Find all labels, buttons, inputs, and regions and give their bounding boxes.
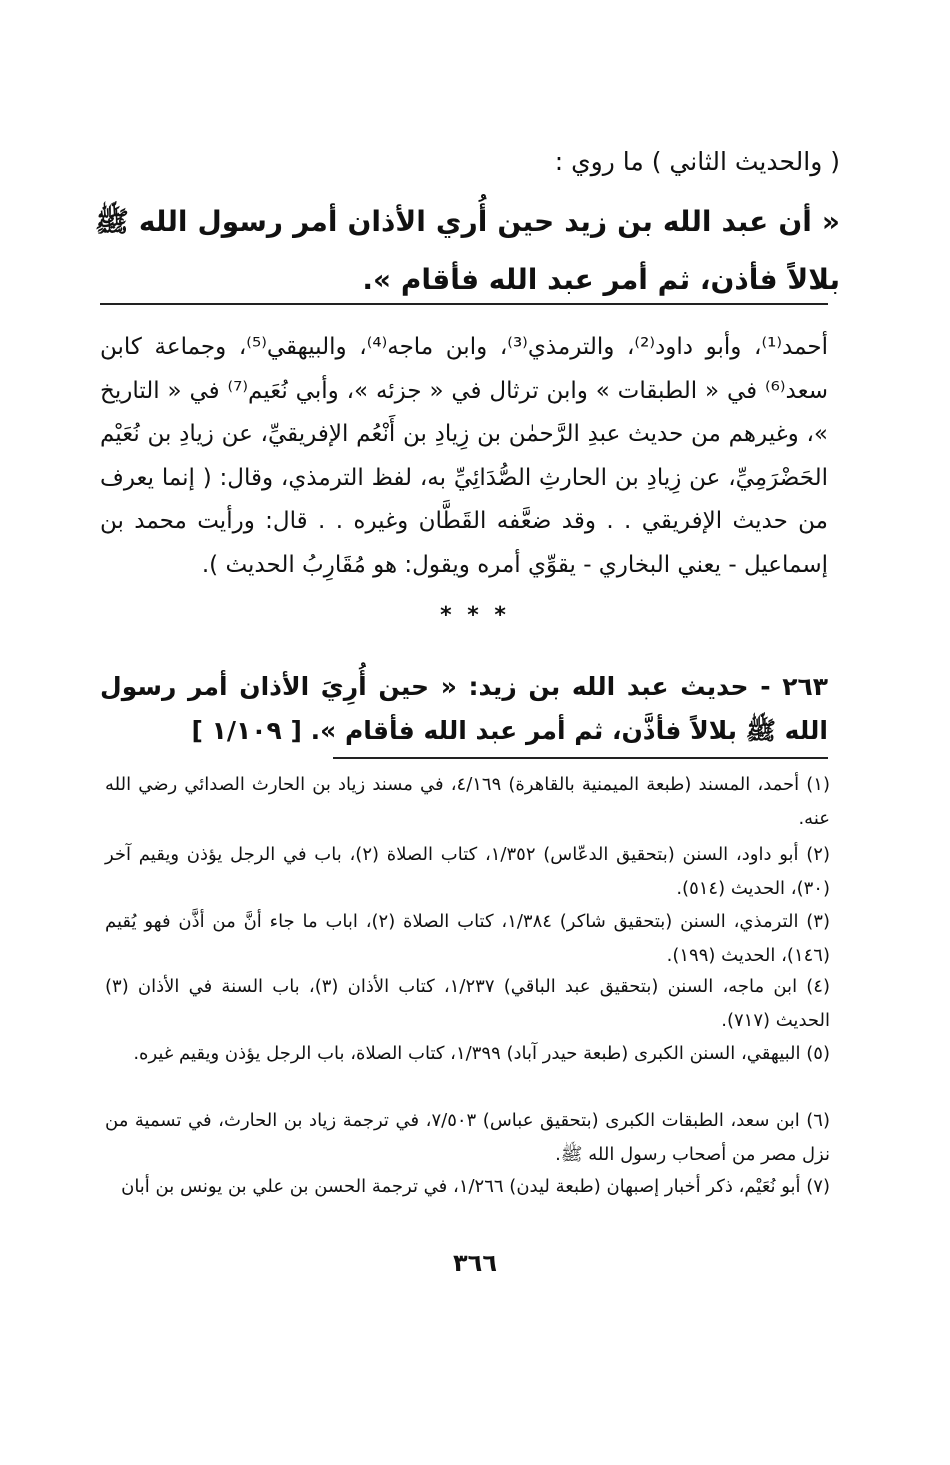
footnote-7 <box>105 1170 830 1204</box>
footnote-2 <box>105 838 830 906</box>
footnote-4 <box>105 970 830 1038</box>
footnote-1 <box>105 768 830 836</box>
hadith-entry-263: ٢٦٣ - حديث عبد الله بن زيد: « حين أُرِيَ الأذان أمر رسول الله ﷺ بلالاً فأذَّن، ثم أمر عبد الله فأقام ». [ ١/١٠٩ ] <box>100 672 828 745</box>
footnote-divider <box>333 757 828 759</box>
takhrij-paragraph: أحمد⁽¹⁾، وأبو داود⁽²⁾، والترمذي⁽³⁾، وابن ماجه⁽⁴⁾، والبيهقي⁽⁵⁾، وجماعة كابن سعد⁽⁶⁾ في « الطبقات » وابن ترثال في « جزئه »، وأبي نُعَيم⁽⁷⁾ في « التاريخ »، وغيرهم من حديث عبدِ الرَّحمٰن بن زِيادِ بن أَنْعُم الإفريقيِّ، عن زيادِ بن نُعَيْم الحَضْرَمِيِّ، عن زِيادِ بن الحارثِ الصُّدَائِيِّ به، لفظ الترمذي، وقال: ( إنما يعرف من حديث الإفريقي . . وقد ضعَّفه القَطَّان وغيره . . قال: ورأيت محمد بن إسماعيل - يعني البخاري - يقوِّي أمره ويقول: هو مُقَارِبُ الحديث ). <box>100 334 829 578</box>
section-divider <box>100 303 828 305</box>
footnote-text: (٦) ابن سعد، الطبقات الكبرى (بتحقيق عباس) ٧/٥٠٣، في ترجمة زياد بن الحارث، في تسمية من نزل مصر من أصحاب رسول الله ﷺ. <box>105 1110 830 1165</box>
page-number: ٣٦٦ <box>453 1249 497 1277</box>
footnote-text: (٣) الترمذي، السنن (بتحقيق شاكر) ١/٣٨٤، كتاب الصلاة (٢)، اباب ما جاء أنَّ من أذَّن فهو يُقيم (١٤٦)، الحديث (١٩٩). <box>105 911 830 966</box>
footnote-text: (٢) أبو داود، السنن (بتحقيق الدعّاس) ١/٣٥٢، كتاب الصلاة (٢)، باب في الرجل يؤذن ويقيم آخر (٣٠)، الحديث (٥١٤). <box>105 844 830 899</box>
intro-line: ( والحديث الثاني ) ما روي : <box>554 147 840 176</box>
footnote-text: (٥) البيهقي، السنن الكبرى (طبعة حيدر آباد) ١/٣٩٩، كتاب الصلاة، باب الرجل يؤذن ويقيم غيره. <box>133 1043 830 1064</box>
footnote-text: (١) أحمد، المسند (طبعة الميمنية بالقاهرة) ٤/١٦٩، في مسند زياد بن الحارث الصدائي رضي الله عنه. <box>105 774 830 829</box>
section-separator: * * * <box>440 603 510 628</box>
footnote-text: (٧) أبو نُعَيْم، ذكر أخبار إصبهان (طبعة ليدن) ١/٢٦٦، في ترجمة الحسن بن علي بن يونس بن أبان <box>121 1176 830 1197</box>
hadith-quote: « أن عبد الله بن زيد حين أُري الأذان أمر رسول الله ﷺ بلالاً فأذن، ثم أمر عبد الله فأقام ». <box>95 205 840 296</box>
footnote-6 <box>105 1104 830 1172</box>
footnote-3 <box>105 905 830 973</box>
footnote-text: (٤) ابن ماجه، السنن (بتحقيق عبد الباقي) ١/٢٣٧، كتاب الأذان (٣)، باب السنة في الأذان (٣) الحديث (٧١٧). <box>105 976 830 1031</box>
footnote-5 <box>105 1037 830 1071</box>
